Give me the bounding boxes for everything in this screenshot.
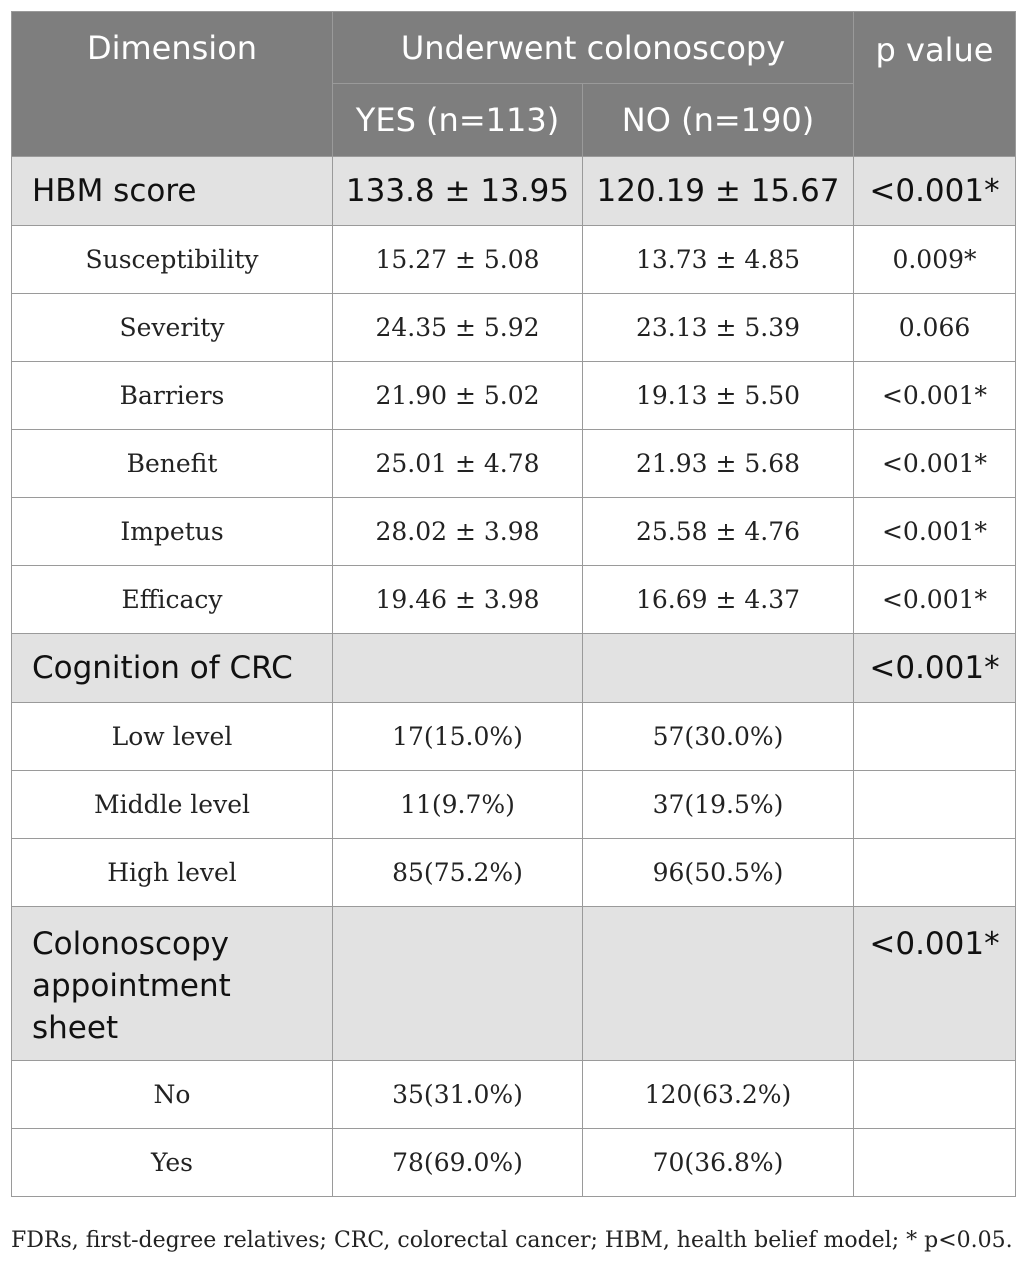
cell-no: 37(19.5%) — [583, 771, 854, 839]
table-row — [12, 430, 1016, 498]
cell-yes: 24.35 ± 5.92 — [333, 294, 583, 362]
cell-p — [854, 839, 1016, 907]
table-row — [12, 771, 1016, 839]
cell-yes: 35(31.0%) — [333, 1061, 583, 1129]
header-underwent-colonoscopy: Underwent colonoscopy — [333, 12, 854, 84]
cell-no: 19.13 ± 5.50 — [583, 362, 854, 430]
cell-yes: 133.8 ± 13.95 — [333, 157, 583, 226]
cell-no: 70(36.8%) — [583, 1129, 854, 1197]
results-table — [11, 11, 1016, 1197]
row-label: Barriers — [12, 362, 333, 430]
cell-p: <0.001* — [854, 498, 1016, 566]
header-no: NO (n=190) — [583, 84, 854, 157]
section-label: HBM score — [12, 157, 333, 226]
cell-yes: 28.02 ± 3.98 — [333, 498, 583, 566]
cell-yes: 21.90 ± 5.02 — [333, 362, 583, 430]
cell-p: 0.009* — [854, 226, 1016, 294]
table-row — [12, 226, 1016, 294]
cell-yes: 78(69.0%) — [333, 1129, 583, 1197]
table-row — [12, 498, 1016, 566]
table-row — [12, 839, 1016, 907]
cell-no: 120(63.2%) — [583, 1061, 854, 1129]
cell-yes: 17(15.0%) — [333, 703, 583, 771]
table-row — [12, 294, 1016, 362]
cell-no: 57(30.0%) — [583, 703, 854, 771]
cell-yes: 85(75.2%) — [333, 839, 583, 907]
header-yes: YES (n=113) — [333, 84, 583, 157]
row-label: Middle level — [12, 771, 333, 839]
cell-p: <0.001* — [854, 157, 1016, 226]
cell-p: <0.001* — [854, 907, 1016, 1061]
cell-p — [854, 1129, 1016, 1197]
cell-no: 13.73 ± 4.85 — [583, 226, 854, 294]
cell-p — [854, 703, 1016, 771]
table-footnote: FDRs, first-degree relatives; CRC, colorectal cancer; HBM, health belief model; * p<0.05. — [11, 1228, 1013, 1253]
table-row — [12, 1129, 1016, 1197]
cell-yes: 19.46 ± 3.98 — [333, 566, 583, 634]
cell-p: <0.001* — [854, 634, 1016, 703]
row-label: Impetus — [12, 498, 333, 566]
cell-p: <0.001* — [854, 430, 1016, 498]
section-row-hbm — [12, 157, 1016, 226]
cell-yes: 15.27 ± 5.08 — [333, 226, 583, 294]
table-row — [12, 703, 1016, 771]
cell-p: 0.066 — [854, 294, 1016, 362]
section-label: Colonoscopy appointment sheet — [12, 907, 333, 1061]
cell-no: 16.69 ± 4.37 — [583, 566, 854, 634]
table-row — [12, 362, 1016, 430]
header-p-value: p value — [854, 12, 1016, 157]
row-label: No — [12, 1061, 333, 1129]
cell-p: <0.001* — [854, 362, 1016, 430]
row-label: Yes — [12, 1129, 333, 1197]
table-row — [12, 566, 1016, 634]
cell-no — [583, 634, 854, 703]
section-row-appointment — [12, 907, 1016, 1061]
row-label: Efficacy — [12, 566, 333, 634]
cell-no: 21.93 ± 5.68 — [583, 430, 854, 498]
row-label: Low level — [12, 703, 333, 771]
row-label: High level — [12, 839, 333, 907]
cell-no: 25.58 ± 4.76 — [583, 498, 854, 566]
cell-no — [583, 907, 854, 1061]
cell-no: 120.19 ± 15.67 — [583, 157, 854, 226]
section-label: Cognition of CRC — [12, 634, 333, 703]
cell-no: 23.13 ± 5.39 — [583, 294, 854, 362]
cell-yes: 11(9.7%) — [333, 771, 583, 839]
cell-p — [854, 771, 1016, 839]
cell-no: 96(50.5%) — [583, 839, 854, 907]
table-row — [12, 1061, 1016, 1129]
header-dimension: Dimension — [12, 12, 333, 157]
cell-yes — [333, 907, 583, 1061]
row-label: Severity — [12, 294, 333, 362]
row-label: Benefit — [12, 430, 333, 498]
cell-yes — [333, 634, 583, 703]
row-label: Susceptibility — [12, 226, 333, 294]
section-row-cognition — [12, 634, 1016, 703]
cell-p — [854, 1061, 1016, 1129]
cell-p: <0.001* — [854, 566, 1016, 634]
cell-yes: 25.01 ± 4.78 — [333, 430, 583, 498]
